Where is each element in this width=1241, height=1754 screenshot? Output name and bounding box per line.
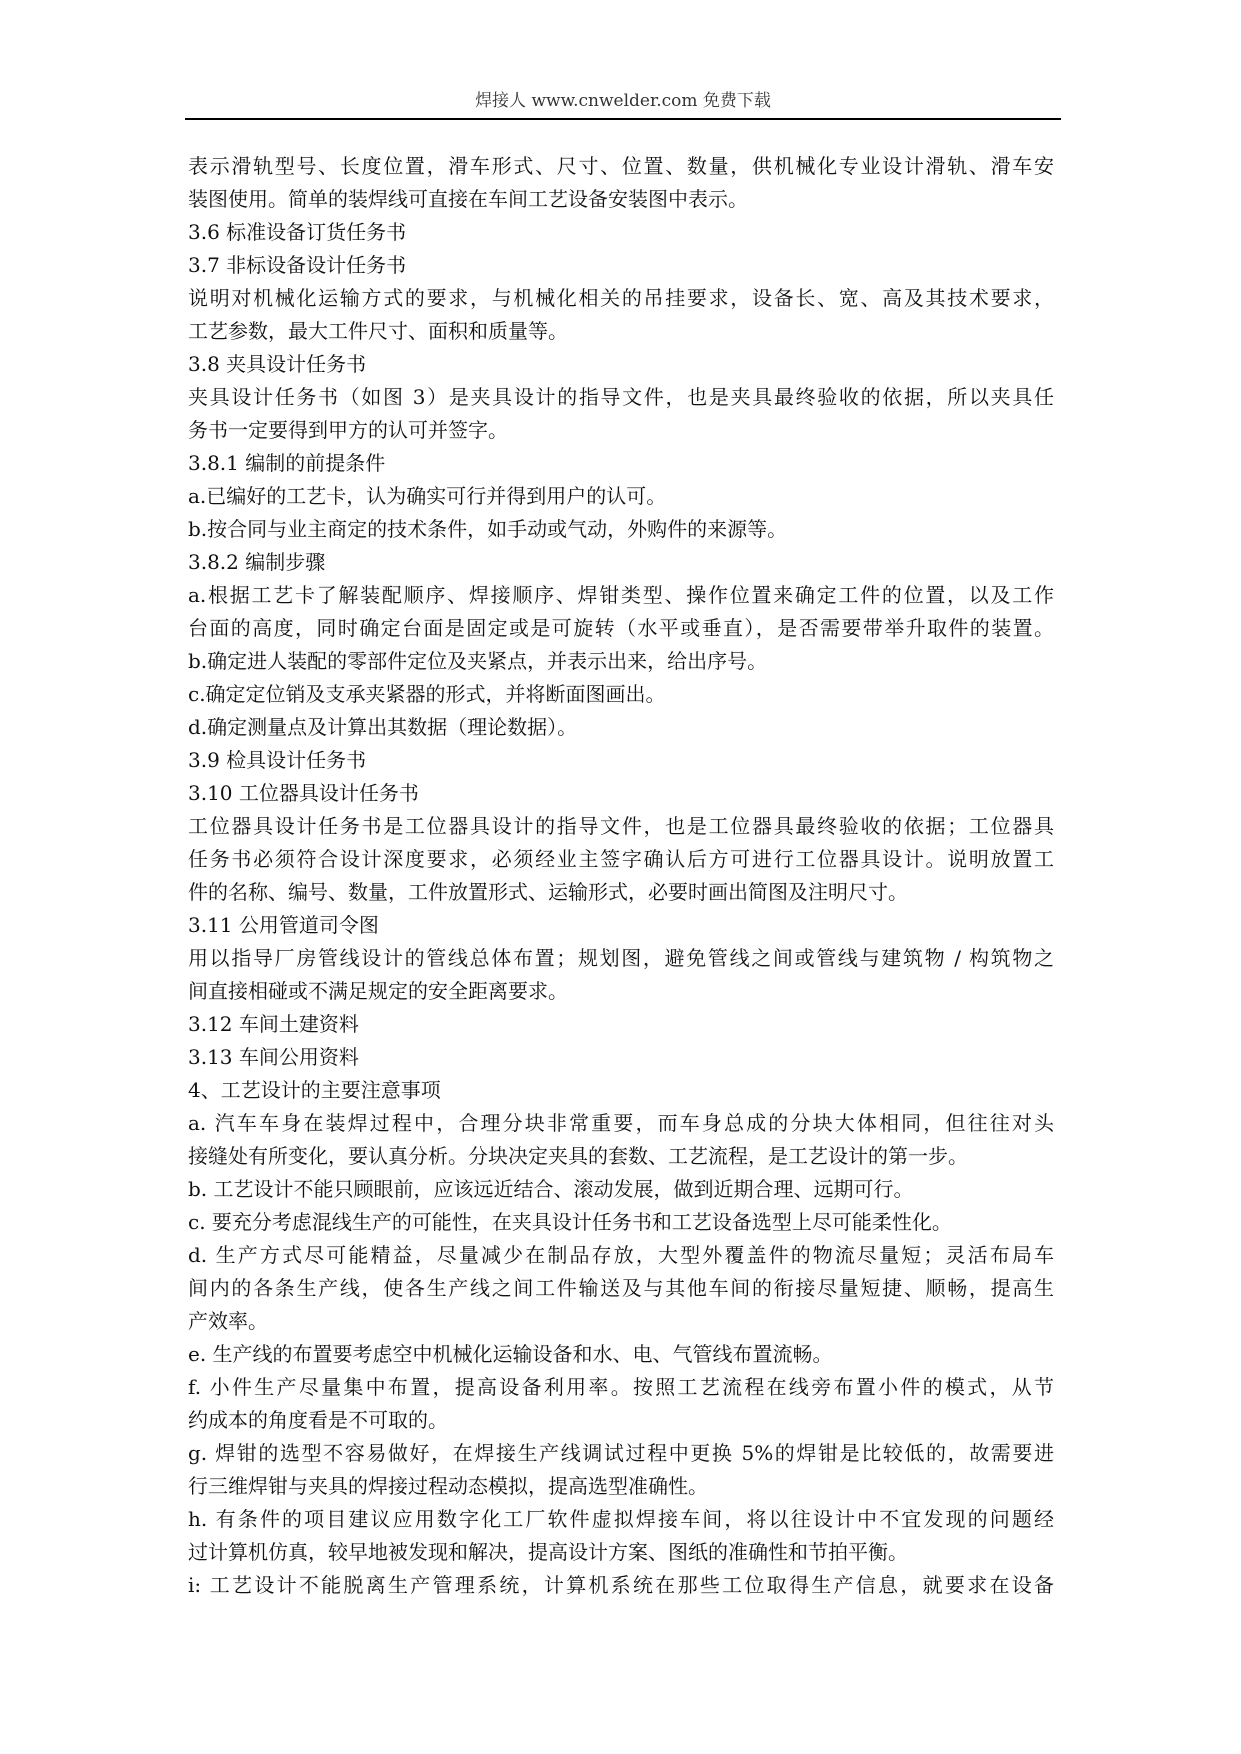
text-line: c. 要充分考虑混线生产的可能性，在夹具设计任务书和工艺设备选型上尽可能柔性化。 [188, 1210, 952, 1234]
text-line: b.按合同与业主商定的技术条件，如手动或气动，外购件的来源等。 [188, 517, 788, 541]
text-line: 3.8.1 编制的前提条件 [188, 451, 386, 475]
text-line: 务书一定要得到甲方的认可并签字。 [188, 418, 508, 442]
text-line: 过计算机仿真，较早地被发现和解决，提高设计方案、图纸的准确性和节拍平衡。 [188, 1540, 908, 1564]
text-line: 接缝处有所变化，要认真分析。分块决定夹具的套数、工艺流程，是工艺设计的第一步。 [188, 1144, 968, 1168]
text-line: a. 汽车车身在装焊过程中，合理分块非常重要，而车身总成的分块大体相同，但往往对头 [188, 1111, 1054, 1135]
text-line: a.根据工艺卡了解装配顺序、焊接顺序、焊钳类型、操作位置来确定工件的位置，以及工作 [188, 583, 1054, 607]
text-line: 3.12 车间土建资料 [188, 1012, 359, 1036]
text-line: 工位器具设计任务书是工位器具设计的指导文件，也是工位器具最终验收的依据；工位器具 [188, 814, 1054, 838]
text-line: 说明对机械化运输方式的要求，与机械化相关的吊挂要求，设备长、宽、高及其技术要求， [188, 286, 1054, 310]
text-line: 产效率。 [188, 1309, 268, 1333]
text-line: i: 工艺设计不能脱离生产管理系统，计算机系统在那些工位取得生产信息，就要求在设备 [188, 1573, 1054, 1597]
text-line: d. 生产方式尽可能精益，尽量减少在制品存放，大型外覆盖件的物流尽量短；灵活布局车 [188, 1243, 1054, 1267]
text-line: 3.8.2 编制步骤 [188, 550, 326, 574]
text-line: 行三维焊钳与夹具的焊接过程动态模拟，提高选型准确性。 [188, 1474, 708, 1498]
text-line: 3.8 夹具设计任务书 [188, 352, 367, 376]
text-line: 间内的各条生产线，使各生产线之间工件输送及与其他车间的衔接尽量短捷、顺畅，提高生 [188, 1276, 1054, 1300]
document-body [188, 150, 1054, 1602]
text-line: 约成本的角度看是不可取的。 [188, 1408, 448, 1432]
text-line: b. 工艺设计不能只顾眼前，应该远近结合、滚动发展，做到近期合理、远期可行。 [188, 1177, 914, 1201]
text-line: 用以指导厂房管线设计的管线总体布置；规划图，避免管线之间或管线与建筑物 / 构筑物之 [188, 946, 1054, 970]
text-line: f. 小件生产尽量集中布置，提高设备利用率。按照工艺流程在线旁布置小件的模式，从节 [188, 1375, 1054, 1399]
text-line: 3.10 工位器具设计任务书 [188, 781, 419, 805]
text-line: 表示滑轨型号、长度位置，滑车形式、尺寸、位置、数量，供机械化专业设计滑轨、滑车安 [188, 154, 1054, 178]
text-line: 间直接相碰或不满足规定的安全距离要求。 [188, 979, 568, 1003]
text-line: 3.6 标准设备订货任务书 [188, 220, 407, 244]
text-line: 3.9 检具设计任务书 [188, 748, 367, 772]
page-header: 焊接人 www.cnwelder.com 免费下载 [475, 91, 771, 111]
text-line: 夹具设计任务书（如图 3）是夹具设计的指导文件，也是夹具最终验收的依据，所以夹具任 [188, 385, 1054, 409]
text-line: g. 焊钳的选型不容易做好，在焊接生产线调试过程中更换 5%的焊钳是比较低的，故需要进 [188, 1441, 1054, 1465]
text-line: c.确定定位销及支承夹紧器的形式，并将断面图画出。 [188, 682, 666, 706]
text-line: e. 生产线的布置要考虑空中机械化运输设备和水、电、气管线布置流畅。 [188, 1342, 833, 1366]
text-line: 任务书必须符合设计深度要求，必须经业主签字确认后方可进行工位器具设计。说明放置工 [188, 847, 1054, 871]
text-line: 3.11 公用管道司令图 [188, 913, 379, 937]
text-line: 台面的高度，同时确定台面是固定或是可旋转（水平或垂直），是否需要带举升取件的装置。 [188, 616, 1054, 640]
text-line: 装图使用。简单的装焊线可直接在车间工艺设备安装图中表示。 [188, 187, 748, 211]
text-line: h. 有条件的项目建议应用数字化工厂软件虚拟焊接车间，将以往设计中不宜发现的问题经 [188, 1507, 1054, 1531]
header-rule [185, 118, 1061, 120]
text-line: 3.7 非标设备设计任务书 [188, 253, 407, 277]
text-line: 件的名称、编号、数量，工件放置形式、运输形式，必要时画出简图及注明尺寸。 [188, 880, 908, 904]
text-line: 3.13 车间公用资料 [188, 1045, 359, 1069]
text-line: d.确定测量点及计算出其数据（理论数据）。 [188, 715, 578, 739]
text-line: 工艺参数，最大工件尺寸、面积和质量等。 [188, 319, 568, 343]
text-line: a.已编好的工艺卡，认为确实可行并得到用户的认可。 [188, 484, 667, 508]
text-line: 4、工艺设计的主要注意事项 [188, 1078, 441, 1102]
text-line: b.确定进人装配的零部件定位及夹紧点，并表示出来，给出序号。 [188, 649, 768, 673]
